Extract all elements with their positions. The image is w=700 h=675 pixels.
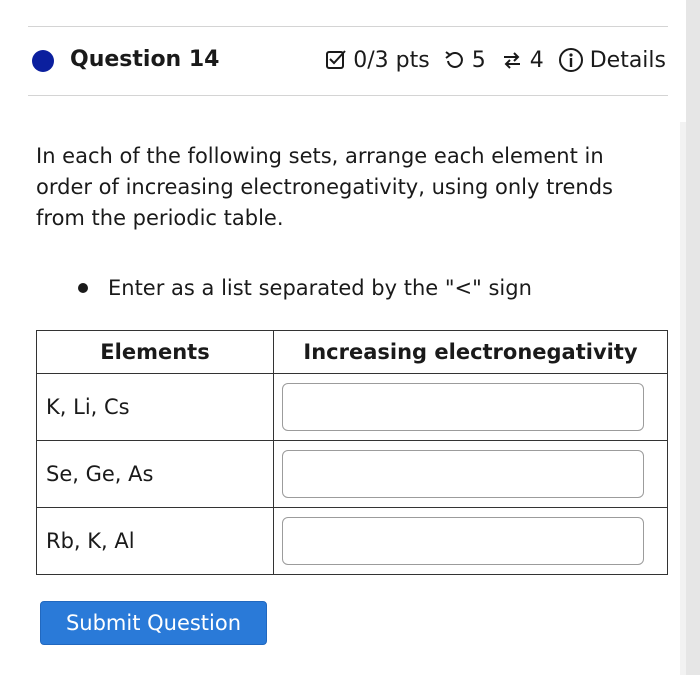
answer-input-1[interactable]: [282, 383, 644, 431]
answer-input-3[interactable]: [282, 517, 644, 565]
checkbox-icon: [325, 49, 347, 71]
retries-count: 5: [471, 47, 486, 73]
answer-cell: [274, 508, 668, 575]
table-row: [37, 441, 668, 508]
bullet-icon: [78, 283, 88, 293]
column-header-answer: Increasing electronegativity: [274, 331, 668, 374]
table-row: [37, 508, 668, 575]
table-header-row: [37, 331, 668, 374]
instruction-text: Enter as a list separated by the "<" sign: [108, 276, 532, 300]
attempts-count: 4: [529, 47, 544, 73]
instruction-item: [78, 276, 532, 300]
question-prompt: In each of the following sets, arrange each element in order of increasing electronegativity, using only trends from the periodic table.: [36, 144, 613, 230]
side-shadow: [680, 122, 686, 675]
answer-cell: [274, 441, 668, 508]
elements-cell: K, Li, Cs: [37, 374, 274, 441]
question-meta: [325, 47, 666, 73]
answer-input-2[interactable]: [282, 450, 644, 498]
attempts-icon: [500, 49, 524, 71]
question-title: Question 14: [70, 47, 220, 72]
column-header-elements: Elements: [37, 331, 274, 374]
elements-cell: Se, Ge, As: [37, 441, 274, 508]
points-text: 0/3 pts: [353, 47, 430, 73]
elements-cell: Rb, K, Al: [37, 508, 274, 575]
answer-table: [36, 330, 668, 575]
details-link[interactable]: Details: [589, 47, 666, 73]
answer-cell: [274, 374, 668, 441]
info-icon[interactable]: [558, 47, 584, 73]
status-dot-icon: [32, 50, 54, 72]
scrollbar-track[interactable]: [686, 0, 700, 675]
question-header: [28, 26, 668, 96]
submit-question-button[interactable]: Submit Question: [40, 601, 267, 645]
table-row: [37, 374, 668, 441]
retry-icon: [444, 49, 466, 71]
